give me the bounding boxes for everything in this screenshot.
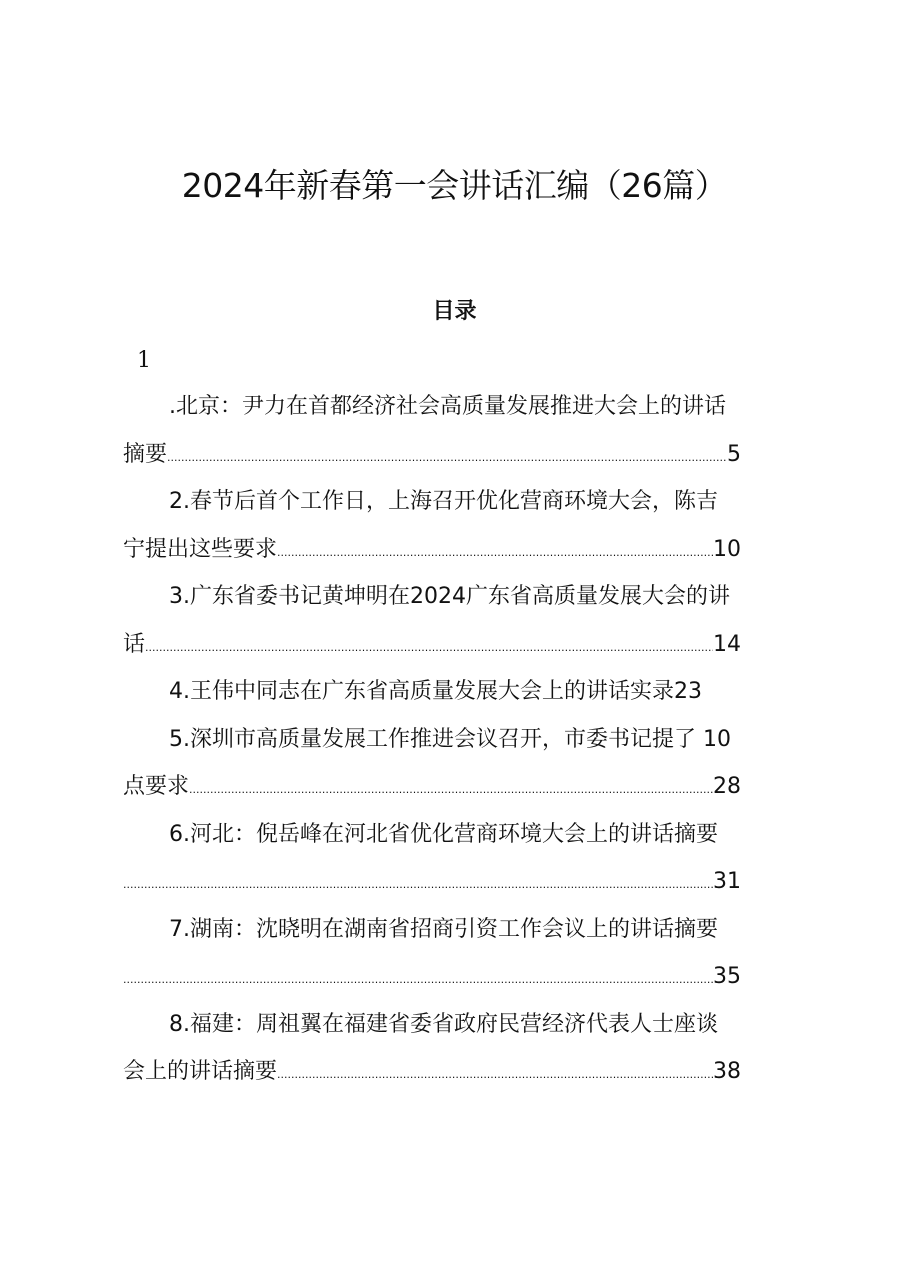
toc-entry-title: 6.河北：倪岳峰在河北省优化营商环境大会上的讲话摘要	[169, 821, 718, 847]
toc-entry-continuation	[123, 953, 796, 1001]
toc-page-number: 38	[713, 1059, 741, 1084]
toc-entry[interactable]	[123, 573, 796, 668]
toc-entry-continuation	[123, 858, 796, 906]
toc-entry-line	[123, 668, 796, 716]
toc-entry[interactable]	[123, 716, 796, 811]
toc-entry-continuation	[123, 526, 796, 574]
document-title: 2024年新春第一会讲话汇编（26篇）	[181, 166, 728, 205]
toc-entry-continuation	[123, 431, 796, 479]
toc-leader-dots	[277, 526, 713, 574]
toc-entry-title-cont: 点要求	[123, 774, 190, 799]
toc-page-number: 35	[713, 964, 741, 989]
toc-page-number: 23	[674, 679, 702, 704]
toc-leader-dots	[189, 763, 713, 811]
toc-leader-dots	[145, 621, 713, 669]
toc-entry-title: 3.广东省委书记黄坤明在2024广东省高质量发展大会的讲	[169, 584, 730, 609]
toc-entry[interactable]	[123, 668, 796, 716]
toc-page-number: 10	[713, 536, 741, 562]
toc-page-number: 28	[713, 774, 741, 799]
toc-entry-continuation	[123, 1048, 796, 1096]
toc-page-number: 31	[713, 869, 741, 894]
stray-number: 1	[137, 348, 151, 373]
toc-entry-title: 4.王伟中同志在广东省高质量发展大会上的讲话实录	[169, 679, 674, 704]
toc-entry-title: 8.福建：周祖翼在福建省委省政府民营经济代表人士座谈	[169, 1011, 718, 1037]
toc-entry-title: 5.深圳市高质量发展工作推进会议召开，市委书记提了 10	[169, 726, 731, 752]
toc-entry-title: .北京：尹力在首都经济社会高质量发展推进大会上的讲话	[169, 394, 726, 419]
toc-entry[interactable]	[123, 478, 796, 573]
toc-entry[interactable]	[123, 811, 796, 906]
toc-entry-title: 2.春节后首个工作日，上海召开优化营商环境大会，陈吉	[169, 489, 718, 514]
toc-page-number: 14	[713, 631, 741, 657]
toc-entry-continuation	[123, 621, 796, 669]
toc-entry[interactable]	[123, 906, 796, 1001]
toc-entry-title-cont: 宁提出这些要求	[123, 536, 278, 562]
toc-heading: 目录	[432, 298, 477, 324]
toc-page-number: 5	[727, 441, 741, 467]
toc-entry-continuation	[123, 763, 796, 811]
toc-leader-dots	[277, 1048, 713, 1096]
toc-leader-dots	[167, 431, 727, 479]
toc-entry[interactable]	[123, 1001, 796, 1096]
toc-entry-title-cont: 摘要	[123, 441, 168, 467]
toc-entry-title: 7.湖南：沈晓明在湖南省招商引资工作会议上的讲话摘要	[169, 916, 718, 942]
toc-entry[interactable]	[123, 383, 796, 478]
table-of-contents	[123, 383, 796, 1096]
toc-leader-dots	[123, 858, 713, 906]
toc-entry-title-cont: 会上的讲话摘要	[123, 1059, 278, 1084]
toc-entry-title-cont: 话	[123, 631, 146, 657]
toc-leader-dots	[123, 953, 713, 1001]
